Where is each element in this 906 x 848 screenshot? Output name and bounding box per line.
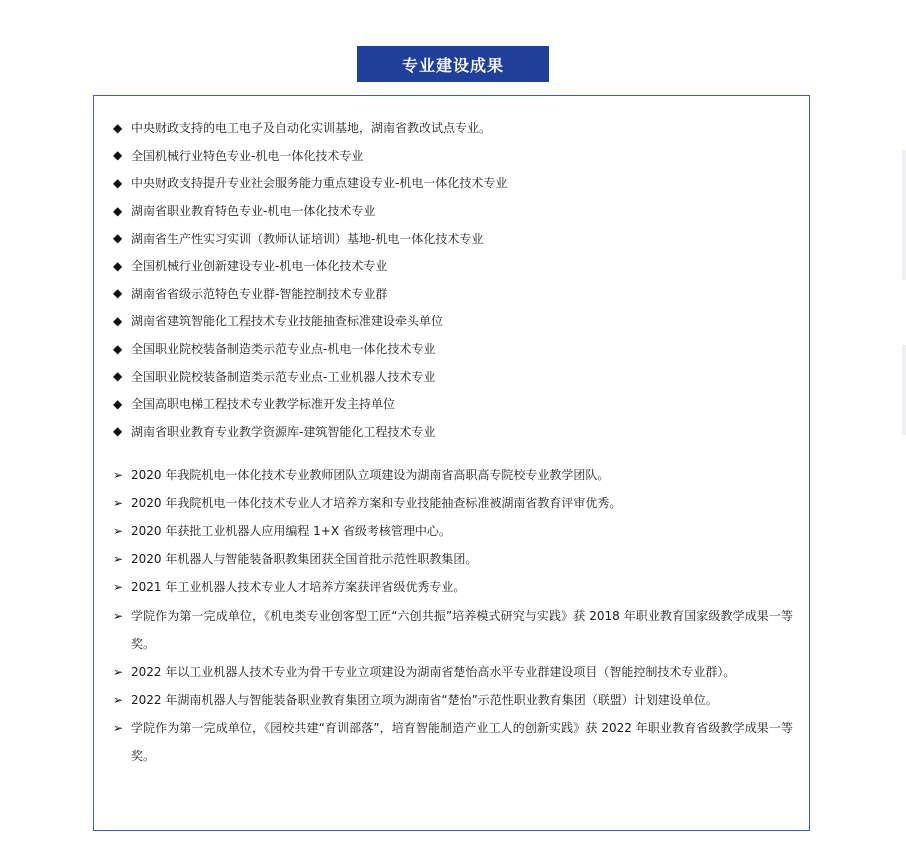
list-item [113,114,793,142]
arrow-bullet-icon: ➢ [113,552,124,566]
arrow-bullet-icon: ➢ [113,496,124,510]
list-item-text: 学院作为第一完成单位，《机电类专业创客型工匠“六创共振”培养模式研究与实践》获 2018 年职业教育国家级教学成果一等奖。 [131,609,793,651]
list-item-text: 中央财政支持的电工电子及自动化实训基地，湖南省教改试点专业。 [131,121,492,136]
list-item-text: 湖南省省级示范特色专业群-智能控制技术专业群 [131,286,388,301]
diamond-bullet-icon: ◆ [113,120,123,135]
list-item-text: 湖南省建筑智能化工程技术专业技能抽查标准建设牵头单位 [131,314,444,329]
list-item [113,490,793,518]
list-item-text: 湖南省职业教育特色专业-机电一体化技术专业 [131,204,376,219]
list-item [113,252,793,280]
diamond-bullet-icon: ◆ [113,231,123,246]
diamond-bullet-icon: ◆ [113,424,123,439]
list-item [113,686,793,714]
list-item-text: 2020 年我院机电一体化技术专业教师团队立项建设为湖南省高职高专院校专业教学团队。 [131,468,610,482]
list-item [113,658,793,686]
diamond-bullet-icon: ◆ [113,258,123,273]
list-item [113,574,793,602]
list-item-text: 2020 年我院机电一体化技术专业人才培养方案和专业技能抽查标准被湖南省教育评审优秀。 [131,496,622,510]
list-item [113,518,793,546]
list-item [113,280,793,308]
list-item-text: 2022 年以工业机器人技术专业为骨干专业立项建设为湖南省楚怡高水平专业群建设项目（智能控制技术专业群）。 [131,665,736,679]
diamond-bullet-icon: ◆ [113,148,123,163]
list-item [113,362,793,390]
list-item [113,390,793,418]
list-item-text: 中央财政支持提升专业社会服务能力重点建设专业-机电一体化技术专业 [131,176,508,191]
diamond-bullet-icon: ◆ [113,396,123,411]
list-item [113,224,793,252]
list-item [113,169,793,197]
edge-decoration [902,345,906,435]
list-item-text: 全国机械行业创新建设专业-机电一体化技术专业 [131,259,388,274]
diamond-bullet-icon: ◆ [113,203,123,218]
list-item [113,546,793,574]
list-item [113,307,793,335]
arrow-bullet-icon: ➢ [113,580,124,594]
list-item-text: 全国职业院校装备制造类示范专业点-机电一体化技术专业 [131,342,436,357]
list-item-text: 湖南省生产性实习实训（教师认证培训）基地-机电一体化技术专业 [131,231,484,246]
arrow-bullet-icon: ➢ [113,665,124,679]
edge-decoration [902,150,906,280]
list-item-text: 2021 年工业机器人技术专业人才培养方案获评省级优秀专业。 [131,580,466,594]
list-item [113,335,793,363]
arrow-bullet-icon: ➢ [113,609,124,623]
diamond-bullet-icon: ◆ [113,369,123,384]
diamond-bullet-icon: ◆ [113,313,123,328]
list-item [113,602,793,658]
list-item [113,714,793,770]
diamond-bullet-icon: ◆ [113,286,123,301]
list-item-text: 学院作为第一完成单位，《园校共建“育训部落”，培育智能制造产业工人的创新实践》获 2022 年职业教育省级教学成果一等奖。 [131,721,793,763]
arrow-bullet-icon: ➢ [113,721,124,735]
honors-list [113,114,793,445]
arrow-bullet-icon: ➢ [113,524,124,538]
diamond-bullet-icon: ◆ [113,341,123,356]
list-item [113,418,793,446]
list-item [113,462,793,490]
list-item-text: 湖南省职业教育专业教学资源库-建筑智能化工程技术专业 [131,424,436,439]
list-item-text: 全国机械行业特色专业-机电一体化技术专业 [131,148,364,163]
list-item-text: 2022 年湖南机器人与智能装备职业教育集团立项为湖南省“楚怡”示范性职业教育集团（联盟）计划建设单位。 [131,693,718,707]
milestones-list [113,462,793,770]
list-item-text: 全国高职电梯工程技术专业教学标准开发主持单位 [131,397,396,412]
arrow-bullet-icon: ➢ [113,693,124,707]
list-item-text: 2020 年获批工业机器人应用编程 1+X 省级考核管理中心。 [131,524,451,538]
section-title: 专业建设成果 [357,46,549,82]
arrow-bullet-icon: ➢ [113,468,124,482]
list-item [113,142,793,170]
list-item [113,197,793,225]
list-item-text: 全国职业院校装备制造类示范专业点-工业机器人技术专业 [131,369,436,384]
diamond-bullet-icon: ◆ [113,175,123,190]
list-item-text: 2020 年机器人与智能装备职教集团获全国首批示范性职教集团。 [131,552,478,566]
